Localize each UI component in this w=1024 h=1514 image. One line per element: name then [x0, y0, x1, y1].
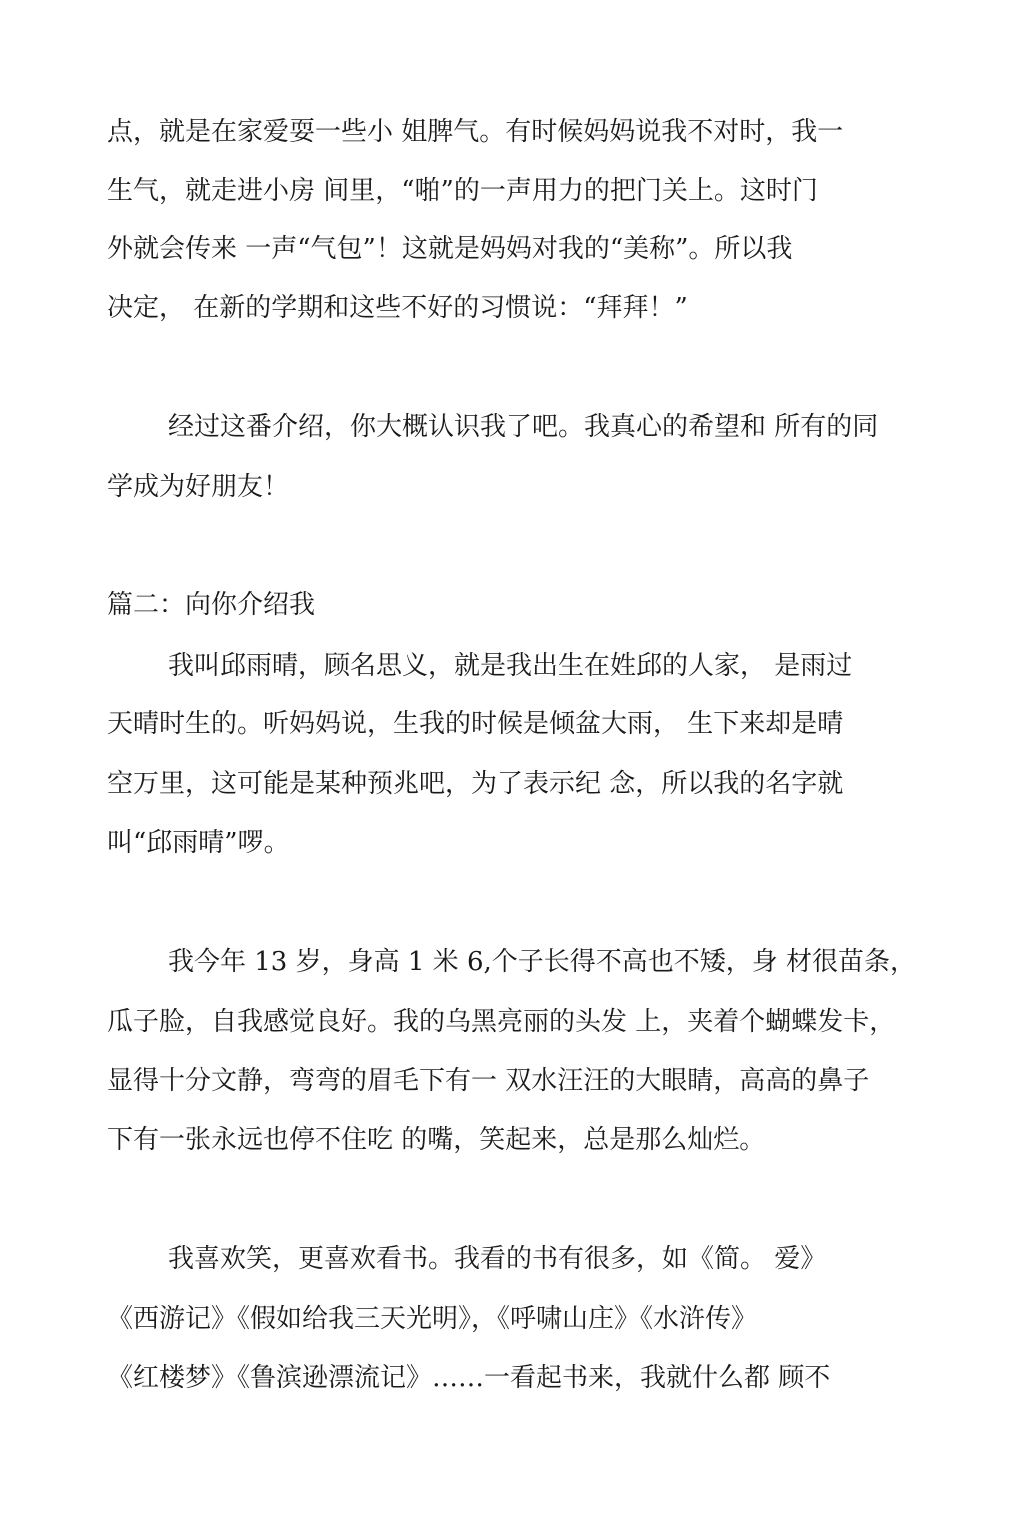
text-line: 学成为好朋友！ — [107, 472, 290, 502]
text-line: 经过这番介绍，你大概认识我了吧。我真心的希望和 所有的同 — [168, 412, 879, 442]
text-line: 点，就是在家爱耍一些小 姐脾气。有时候妈妈说我不对时，我一 — [107, 117, 844, 147]
section-title: 篇二：向你介绍我 — [107, 590, 316, 620]
text-line: 我今年 13 岁，身高 1 米 6,个子长得不高也不矮，身 材很苗条， — [168, 947, 917, 977]
text-line: 生气，就走进小房 间里，“啪”的一声用力的把门关上。这时门 — [107, 176, 818, 206]
text-line: 决定， 在新的学期和这些不好的习惯说：“拜拜！” — [107, 293, 688, 323]
text-line: 我叫邱雨晴，顾名思义，就是我出生在姓邱的人家， 是雨过 — [168, 651, 853, 681]
text-line: 《西游记》《假如给我三天光明》，《呼啸山庄》《水浒传》 — [107, 1304, 758, 1334]
text-line: 天晴时生的。听妈妈说，生我的时候是倾盆大雨， 生下来却是晴 — [107, 709, 844, 739]
text-line: 下有一张永远也停不住吃 的嘴，笑起来，总是那么灿烂。 — [107, 1125, 766, 1155]
text-line: 我喜欢笑，更喜欢看书。我看的书有很多，如《简。 爱》 — [168, 1244, 827, 1274]
text-line: 显得十分文静，弯弯的眉毛下有一 双水汪汪的大眼睛，高高的鼻子 — [107, 1066, 870, 1096]
text-line: 空万里，这可能是某种预兆吧，为了表示纪 念，所以我的名字就 — [107, 769, 844, 799]
text-line: 叫“邱雨晴”啰。 — [107, 828, 290, 858]
text-line: 《红楼梦》《鲁滨逊漂流记》……一看起书来，我就什么都 顾不 — [107, 1363, 831, 1393]
text-line: 瓜子脸，自我感觉良好。我的乌黑亮丽的头发 上，夹着个蝴蝶发卡， — [107, 1007, 896, 1037]
text-line: 外就会传来 一声“气包”！这就是妈妈对我的“美称”。所以我 — [107, 234, 793, 264]
